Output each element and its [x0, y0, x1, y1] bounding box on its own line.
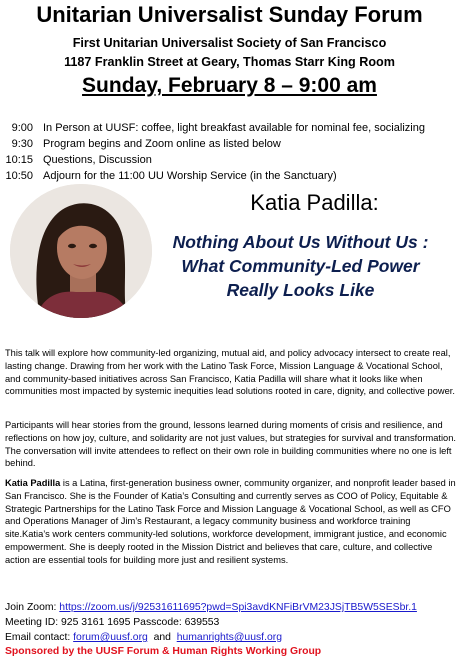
forum-email-link[interactable]: forum@uusf.org: [73, 632, 148, 643]
speaker-bio-name: Katia Padilla: [5, 478, 61, 488]
speaker-photo: [10, 184, 152, 318]
talk-title: [142, 230, 459, 302]
meeting-info: Meeting ID: 925 3161 1695 Passcode: 639553: [5, 617, 220, 628]
email-and: and: [147, 632, 177, 643]
speaker-bio: [5, 477, 457, 567]
talk-title-line: What Community-Led Power: [181, 256, 420, 276]
zoom-link[interactable]: https://zoom.us/j/92531611695?pwd=Spi3avdKNFiBrVM23JSjTB5W5SESbr.1: [59, 602, 417, 613]
sponsor-line: Sponsored by the UUSF Forum & Human Rights Working Group: [5, 646, 322, 657]
schedule-row: [0, 170, 337, 182]
speaker-name: Katia Padilla:: [250, 190, 379, 215]
zoom-line: [5, 602, 417, 613]
schedule-time: 9:00: [11, 122, 33, 134]
event-date: Sunday, February 8 – 9:00 am: [82, 74, 377, 97]
forum-title: Unitarian Universalist Sunday Forum: [36, 2, 423, 27]
zoom-label: Join Zoom:: [5, 602, 60, 613]
talk-title-line: Really Looks Like: [226, 280, 375, 300]
email-label: Email contact:: [5, 632, 74, 643]
schedule-text: Program begins and Zoom online as listed below: [43, 138, 281, 150]
venue-address: 1187 Franklin Street at Geary, Thomas Starr King Room: [64, 55, 395, 69]
schedule-text: Questions, Discussion: [43, 154, 152, 166]
schedule-text: In Person at UUSF: coffee, light breakfast available for nominal fee, socializing: [43, 122, 425, 134]
speaker-portrait-icon: [10, 184, 152, 318]
schedule-time: 10:50: [5, 170, 33, 182]
talk-title-line: Nothing About Us Without Us :: [172, 232, 429, 252]
talk-description: This talk will explore how community-led organizing, mutual aid, and policy advocacy intersect to create real, lasting change. Drawing from her work with the Latino Task Force, Mission Language & Vocational School, and community-based initiatives across San Francisco, Katia Padilla will share what it looks like when communities most impacted by systemic inequities lead solutions rooted in care, dignity, and collective power.: [5, 348, 455, 397]
humanrights-email-link[interactable]: humanrights@uusf.org: [176, 632, 282, 643]
schedule-text: Adjourn for the 11:00 UU Worship Service (in the Sanctuary): [43, 170, 337, 182]
schedule-row: [0, 122, 425, 134]
schedule-row: [0, 154, 152, 166]
schedule-time: 9:30: [11, 138, 33, 150]
schedule-row: [0, 138, 281, 150]
schedule-time: 10:15: [5, 154, 33, 166]
talk-description-2: Participants will hear stories from the ground, lessons learned during moments of crisis and resilience, and reflections on how joy, culture, and solidarity are not just values, but strategies for survival and transformation. The conversation will invite attendees to reflect on their own role in building communities where no one is left behind.: [5, 420, 456, 469]
speaker-bio-text: is a Latina, first-generation business owner, community organizer, and nonprofit leader based in San Francisco. She is the Founder of Katia’s Consulting and currently serves as COO of Policy, Equitable & Strategic Partnerships for the Latino Task Force and Mission Language & Vocational School, as well as CFO and Operations Manager of Jim’s Restaurant, a legacy community business and workforce training site.Katia’s work centers community-led solutions, workforce development, immigrant justice, and economic empowerment. She is deeply rooted in the Mission District and believes that care, culture, and collective action are essential tools for building more just and resilient systems.: [5, 478, 456, 565]
org-name: First Unitarian Universalist Society of San Francisco: [72, 36, 387, 50]
email-line: [5, 632, 282, 643]
